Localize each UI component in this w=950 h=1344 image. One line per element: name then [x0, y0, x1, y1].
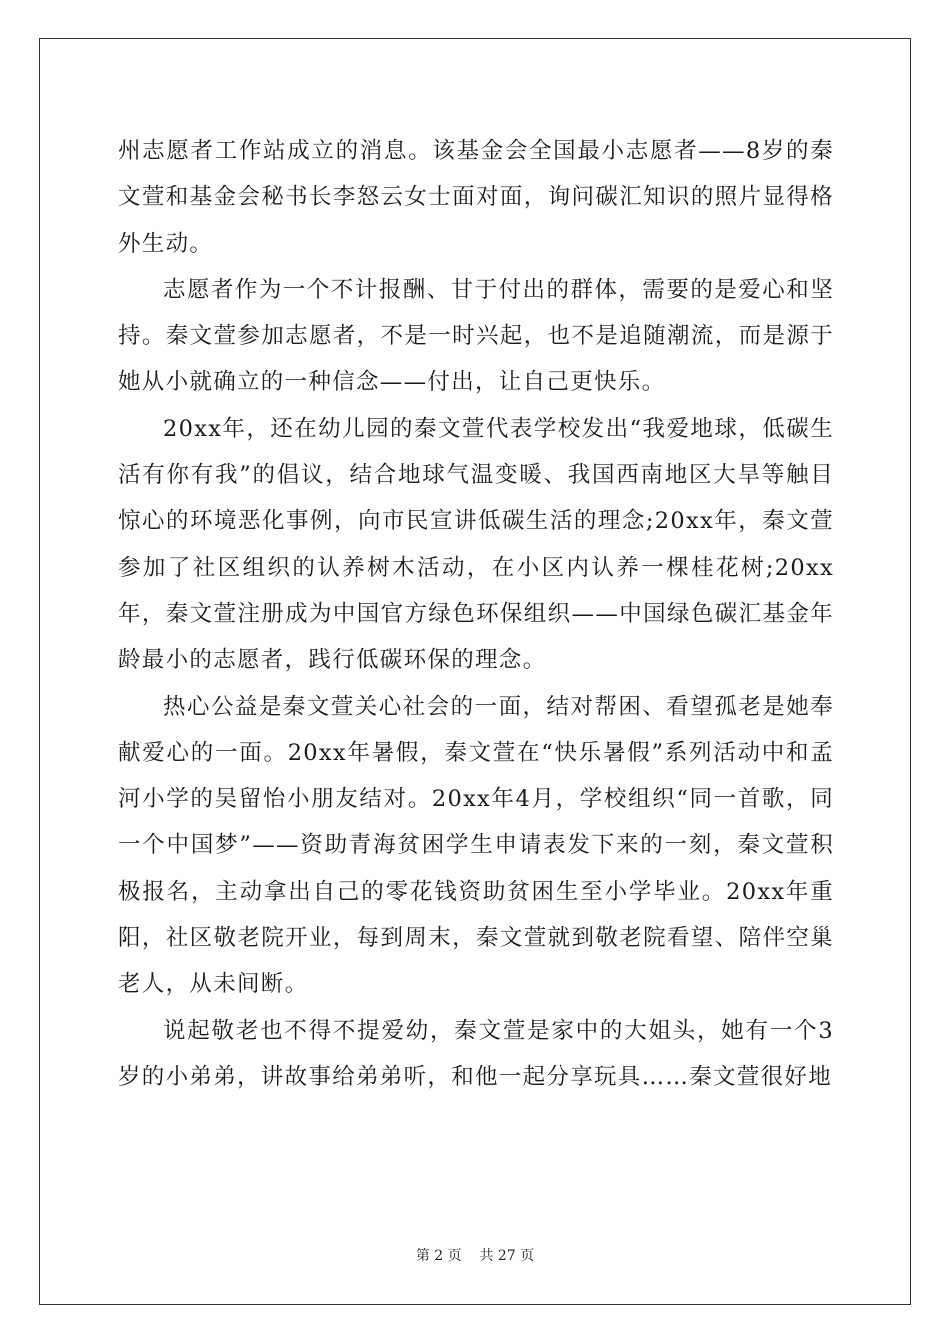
paragraph-4: 热心公益是秦文萱关心社会的一面，结对帮困、看望孤老是她奉献爱心的一面。20xx年暑假，秦文萱在“快乐暑假”系列活动中和孟河小学的吴留怡小朋友结对。20xx年4月，学校组织“同一首歌，同一个中国梦”——资助青海贫困学生申请表发下来的一刻，秦文萱积极报名，主动拿出自己的零花钱资助贫困生至小学毕业。20xx年重阳，社区敬老院开业，每到周末，秦文萱就到敬老院看望、陪伴空巢老人，从未间断。 — [118, 693, 834, 998]
page-number: 第 2 页 — [415, 1248, 462, 1264]
paragraph-2: 志愿者作为一个不计报酬、甘于付出的群体，需要的是爱心和坚持。秦文萱参加志愿者，不是一时兴起，也不是追随潮流，而是源于她从小就确立的一种信念——付出，让自己更快乐。 — [118, 276, 834, 396]
document-body — [118, 128, 834, 1100]
paragraph-3: 20xx年，还在幼儿园的秦文萱代表学校发出“我爱地球，低碳生活有你有我”的倡议，结合地球气温变暖、我国西南地区大旱等触目惊心的环境恶化事例，向市民宣讲低碳生活的理念;20xx年，秦文萱参加了社区组织的认养树木活动，在小区内认养一棵桂花树;20xx年，秦文萱注册成为中国官方绿色环保组织——中国绿色碳汇基金年龄最小的志愿者，践行低碳环保的理念。 — [118, 415, 834, 674]
paragraph-5: 说起敬老也不得不提爱幼，秦文萱是家中的大姐头，她有一个3岁的小弟弟，讲故事给弟弟听，和他一起分享玩具……秦文萱很好地 — [118, 1017, 834, 1090]
page-footer — [0, 1245, 950, 1265]
total-pages: 共 27 页 — [479, 1248, 535, 1264]
paragraph-1: 州志愿者工作站成立的消息。该基金会全国最小志愿者——8岁的秦文萱和基金会秘书长李怒云女士面对面，询问碳汇知识的照片显得格外生动。 — [118, 138, 834, 257]
